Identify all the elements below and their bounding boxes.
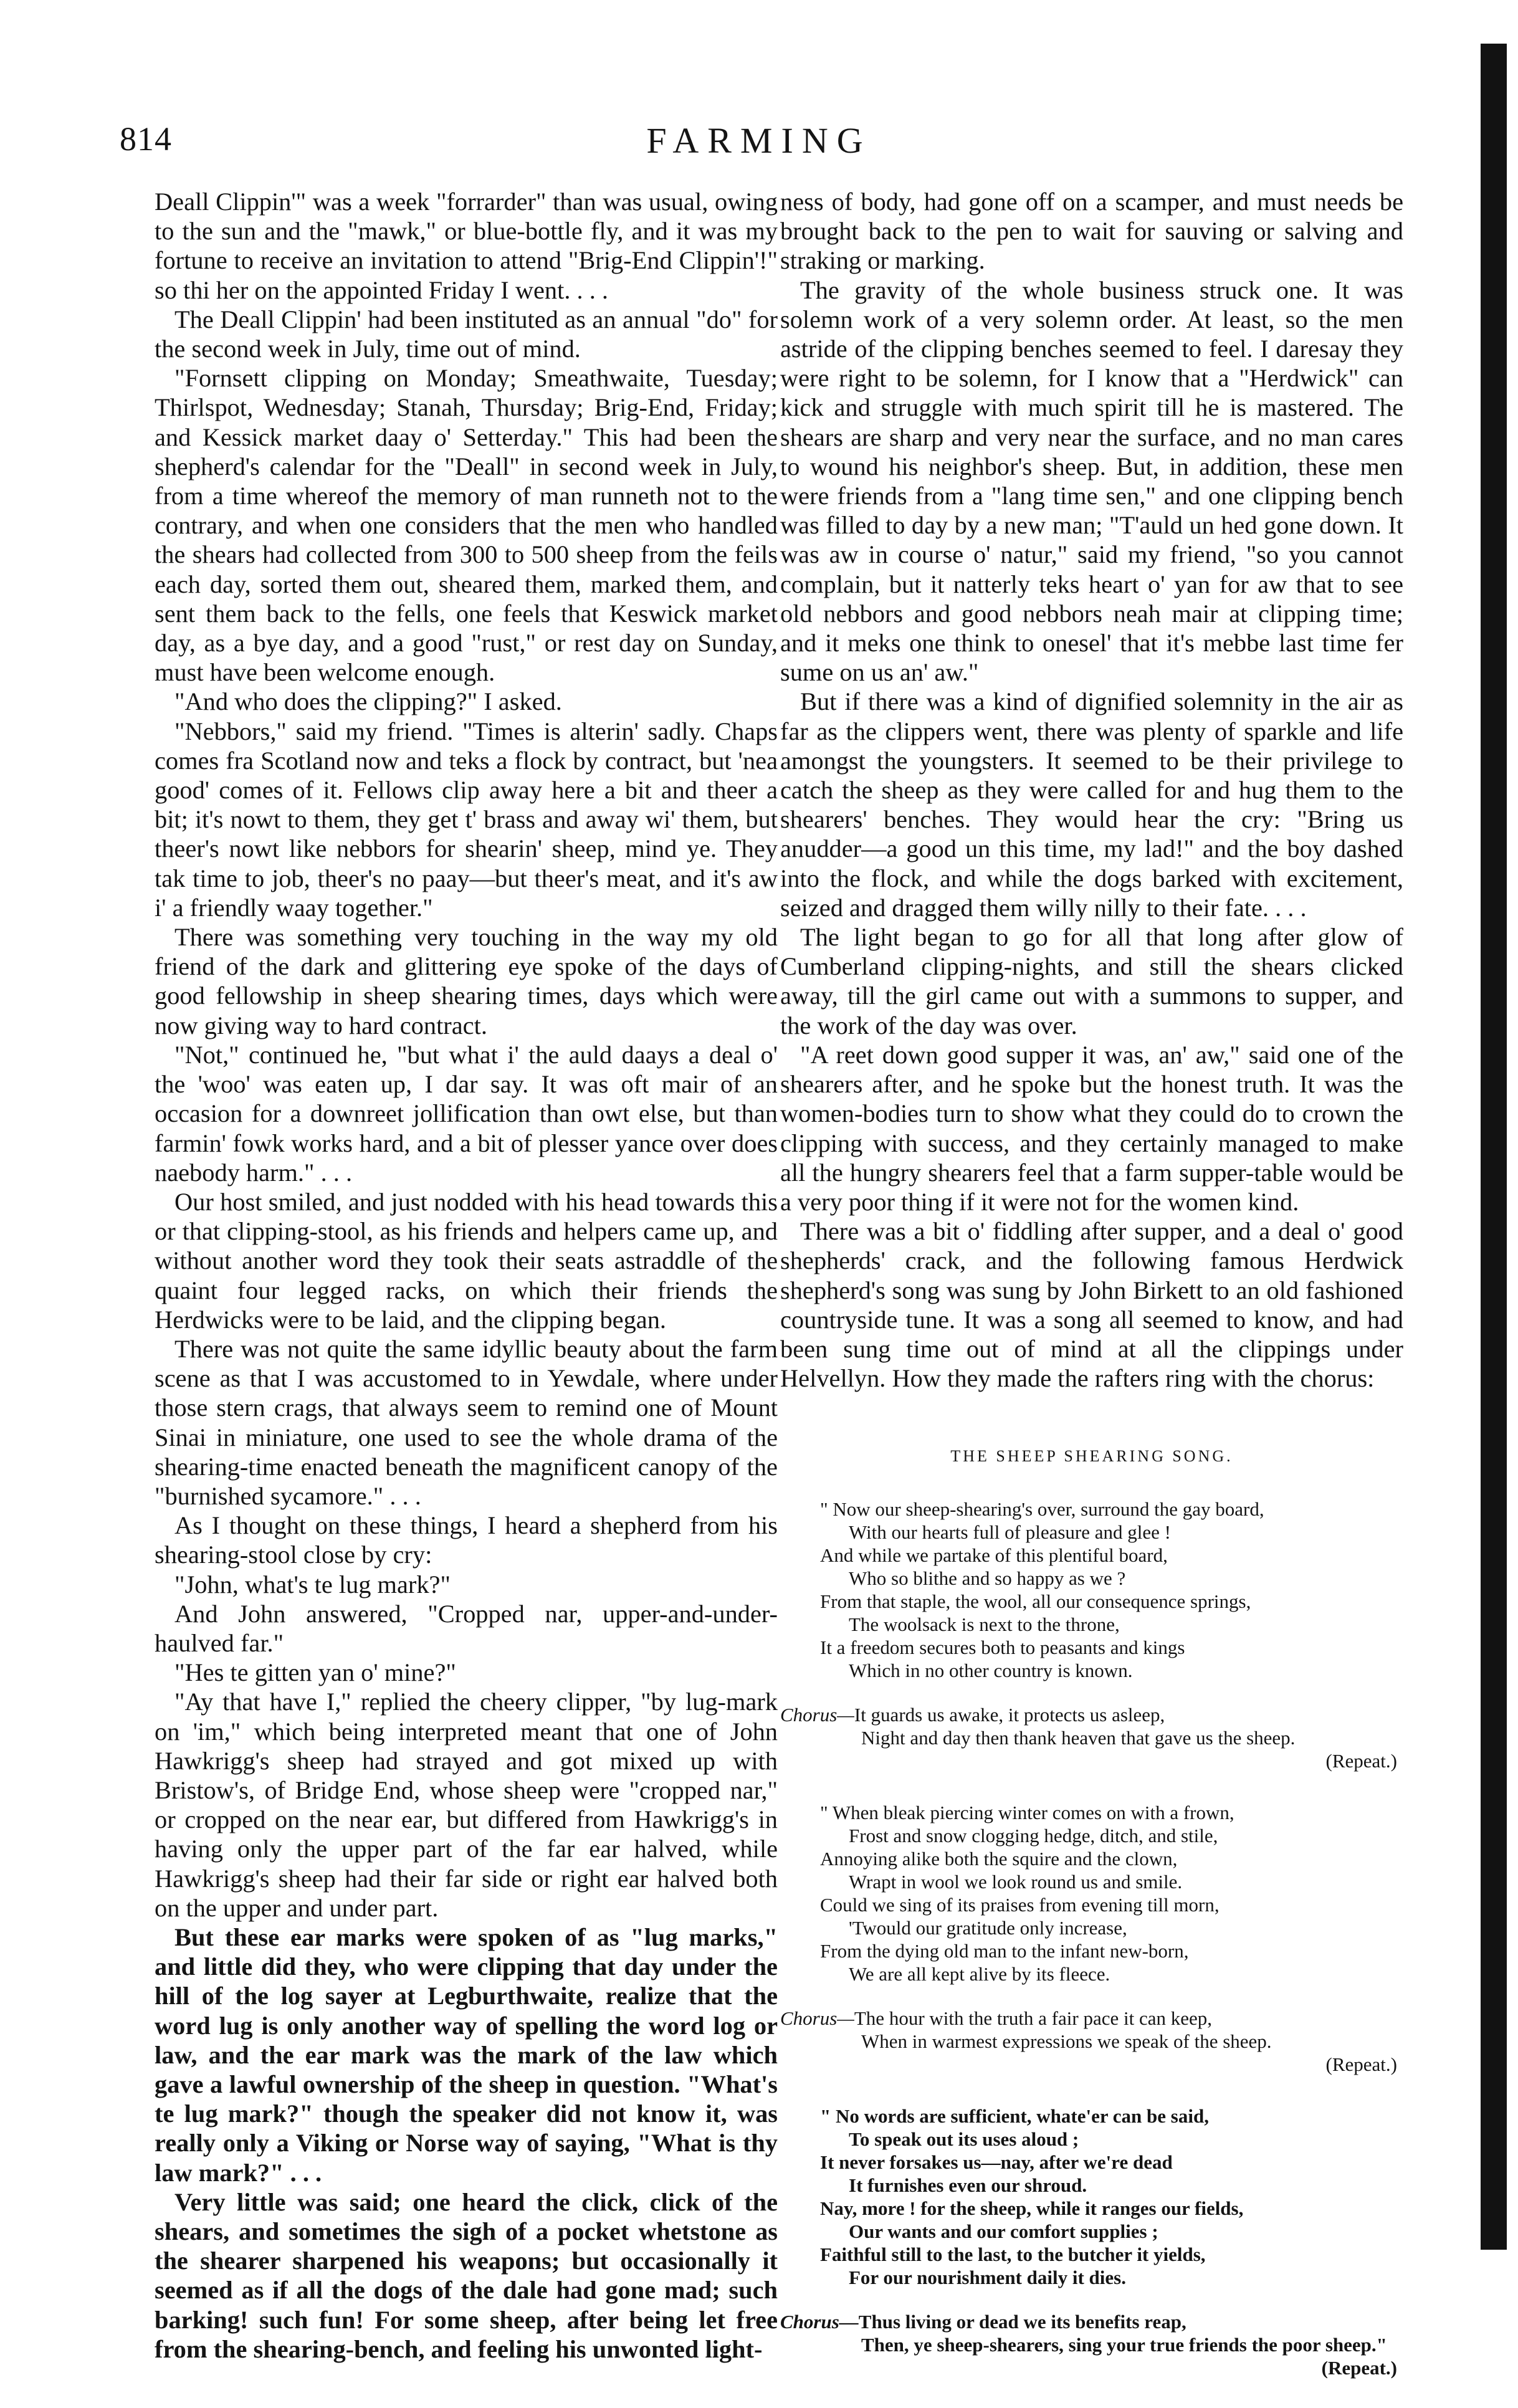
repeat-note: (Repeat.) [1321, 2356, 1397, 2379]
song-title: THE SHEEP SHEARING SONG. [950, 1447, 1233, 1466]
verse-line: From that staple, the wool, all our consequence springs, [820, 1590, 1251, 1612]
paragraph: The gravity of the whole business struck one. It was solemn work of a very solemn order. At least, so the men astride of the clipping benches seemed to feel. I daresay they were right to be solemn, for I know that a "Herdwick" can kick and struggle with much spirit till he is mastered. The shears are sharp and very near the surface, and no man cares to wound his neighbor's sheep. But, in addition, these men were friends from a "lang time sen," and one clipping bench was filled to day by a new man; "T'auld un hed gone down. It was aw in course o' natur," said my friend, "so you cannot complain, but it natterly teks heart o' yan for aw that to see old nebbors and good nebbors neah mair at clipping time; and it meks one think to onesel' that it's mebbe last time fer sume on us an' aw." [780, 275, 1403, 687]
paragraph: "Nebbors," said my friend. "Times is alterin' sadly. Chaps comes fra Scotland now and teks a flock by contract, but 'nea good' comes of it. Fellows clip away here a bit and theer a bit; it's nowt to them, they get t' brass and away wi' them, but theer's nowt like nebbors for shearin' sheep, mind ye. They tak time to job, theer's no paay—but theer's meat, and it's aw i' a friendly waay together." [155, 717, 778, 922]
song-stanza [780, 1801, 1403, 2076]
paragraph: But these ear marks were spoken of as "lug marks," and little did they, who were clipping that day under the hill of the log sayer at Legburthwaite, realize that the word lug is only another way of spelling the word log or law, and the ear mark was the mark of the law which gave a lawful ownership of the sheep in question. "What's te lug mark?" though the speaker did not know it, was really only a Viking or Norse way of saying, "What is thy law mark?" . . . [155, 1923, 778, 2187]
verse-line: Annoying alike both the squire and the clown, [820, 1847, 1178, 1870]
verse-line: Nay, more ! for the sheep, while it ranges our fields, [820, 2197, 1244, 2219]
chorus-text: The hour with the truth a fair pace it can keep, [854, 2007, 1212, 2029]
paragraph: There was a bit o' fiddling after supper, and a deal o' good shepherds' crack, and the following famous Herdwick shepherd's song was sung by John Birkett to an old fashioned countryside tune. It was a song all seemed to know, and had been sung time out of mind at all the clippings under Helvellyn. How they made the rafters ring with the chorus: [780, 1217, 1403, 1393]
chorus-line [780, 1703, 1403, 1726]
verse-line: Our wants and our comfort supplies ; [849, 2220, 1158, 2242]
paragraph: ness of body, had gone off on a scamper, and must needs be brought back to the pen to wait for sauving or salving and straking or marking. [780, 188, 1403, 275]
paragraph: Very little was said; one heard the click, click of the shears, and sometimes the sigh of a pocket whetstone as the shearer sharpened his weapons; but occasionally it seemed as if all the dogs of the dale had gone mad; such barking! such fun! For some sheep, after being let free from the shearing-bench, and feeling his unwonted light- [155, 2187, 778, 2363]
paragraph: There was not quite the same idyllic beauty about the farm scene as that I was accustomed to in Yewdale, where under those stern crags, that always seem to remind one of Mount Sinai in miniature, one used to see the whole drama of the shearing-time enacted beneath the magnificent canopy of the "burnished sycamore." . . . [155, 1334, 778, 1510]
paragraph: "A reet down good supper it was, an' aw," said one of the shearers after, and he spoke but the honest truth. It was the women-bodies turn to show what they could do to crown the clipping with success, and they certainly managed to make all the hungry shearers feel that a farm supper-table would be a very poor thing if it were not for the women kind. [780, 1040, 1403, 1216]
verse-line: To speak out its uses aloud ; [849, 2128, 1079, 2150]
song-body [780, 1498, 1403, 2379]
paragraph: "Hes te gitten yan o' mine?" [174, 1658, 456, 1687]
stanza-chorus [780, 1703, 1403, 1772]
right-column [780, 187, 1403, 2408]
verse-line: Faithful still to the last, to the butcher it yields, [820, 2243, 1206, 2265]
verse-line: It never forsakes us—nay, after we're dead [820, 2151, 1173, 2173]
song-stanza [780, 2105, 1403, 2379]
stanza-chorus [780, 2007, 1403, 2076]
verse-line: 'Twould our gratitude only increase, [849, 1916, 1127, 1939]
verse-line: Who so blithe and so happy as we ? [849, 1567, 1126, 1589]
stanza-verse [780, 1801, 1403, 1985]
stanza-verse [780, 2105, 1403, 2289]
song-stanza [780, 1498, 1403, 1772]
repeat-note: (Repeat.) [1325, 2053, 1397, 2075]
paragraph: "Not," continued he, "but what i' the auld daays a deal o' the 'woo' was eaten up, I dar say. It was oft mair of an occasion for a downreet jollification than owt else, but than farmin' fowk works hard, and a bit of plesser yance over does naebody harm." . . . [155, 1040, 778, 1187]
stanza-verse [780, 1498, 1403, 1682]
paragraph: Deall Clippin'" was a week "forrarder" than was usual, owing to the sun and the "mawk," or blue-bottle fly, and it was my fortune to receive an invitation to attend "Brig-End Clippin'!" so thi her on the appointed Friday I went. . . . [155, 188, 778, 304]
chorus-line: Night and day then thank heaven that gave us the sheep. [861, 1726, 1296, 1749]
verse-line: The woolsack is next to the throne, [849, 1613, 1120, 1635]
paragraph: And John answered, "Cropped nar, upper-and-under-haulved far." [155, 1599, 778, 1657]
running-head: FARMING [646, 120, 872, 161]
verse-line: We are all kept alive by its fleece. [849, 1962, 1110, 1985]
right-column-body [780, 187, 1403, 1393]
repeat-note: (Repeat.) [1325, 1749, 1397, 1772]
stanza-chorus [780, 2310, 1403, 2379]
chorus-label: Chorus— [780, 2007, 854, 2029]
verse-line: For our nourishment daily it dies. [849, 2266, 1126, 2288]
verse-line: " When bleak piercing winter comes on with a frown, [820, 1801, 1234, 1823]
paragraph: There was something very touching in the way my old friend of the dark and glittering eye spoke of the days of good fellowship in sheep shearing times, days which were now giving way to hard contract. [155, 923, 778, 1039]
verse-line: And while we partake of this plentiful board, [820, 1544, 1168, 1566]
chorus-line: Then, ye sheep-shearers, sing your true friends the poor sheep." [861, 2333, 1387, 2356]
paragraph: "And who does the clipping?" I asked. [174, 687, 562, 716]
verse-line: Frost and snow clogging hedge, ditch, and stile, [849, 1824, 1218, 1847]
verse-line: It a freedom secures both to peasants and kings [820, 1636, 1185, 1658]
paragraph: As I thought on these things, I heard a shepherd from his shearing-stool close by cry: [155, 1511, 778, 1569]
chorus-label: Chorus— [780, 1703, 854, 1726]
paragraph: "Ay that have I," replied the cheery clipper, "by lug-mark on 'im," which being interpreted meant that one of John Hawkrigg's sheep had strayed and got mixed up with Bristow's, of Bridge End, whose sheep were "cropped nar," or cropped on the near ear, but differed from Hawkrigg's in having only the upper part of the far ear halved, while Hawkrigg's sheep had their far side or right ear halved both on the upper and under part. [155, 1688, 778, 1922]
left-column [155, 187, 778, 2364]
chorus-text: It guards us awake, it protects us asleep, [854, 1703, 1165, 1726]
page-number: 814 [120, 120, 172, 158]
verse-line: " No words are sufficient, whate'er can be said, [820, 2105, 1209, 2127]
paragraph: But if there was a kind of dignified solemnity in the air as far as the clippers went, there was plenty of sparkle and life amongst the youngsters. It seemed to be their privilege to catch the sheep as they were called for and hug them to the shearers' benches. They would hear the cry: "Bring us anudder—a good un this time, my lad!" and the boy dashed into the flock, and while the dogs barked with excitement, seized and dragged them willy nilly to their fate. . . . [780, 687, 1403, 922]
verse-line: With our hearts full of pleasure and glee ! [849, 1521, 1171, 1543]
verse-line: Could we sing of its praises from evening till morn, [820, 1893, 1220, 1916]
verse-line: Which in no other country is known. [849, 1659, 1133, 1681]
verse-line: It furnishes even our shroud. [849, 2174, 1087, 2196]
chorus-line [780, 2007, 1403, 2030]
paragraph: The Deall Clippin' had been instituted as an annual "do" for the second week in July, time out of mind. [155, 305, 778, 363]
chorus-label: Chorus— [780, 2310, 859, 2333]
scan-edge-bar [1481, 44, 1507, 2250]
verse-line: Wrapt in wool we look round us and smile. [849, 1870, 1183, 1893]
paragraph: The light began to go for all that long after glow of Cumberland clipping-nights, and still the shears clicked away, till the girl came out with a summons to supper, and the work of the day was over. [780, 923, 1403, 1039]
paragraph: "Fornsett clipping on Monday; Smeathwaite, Tuesday; Thirlspot, Wednesday; Stanah, Thursday; Brig-End, Friday; and Kessick market daay o' Setterday." This had been the shepherd's calendar for the "Deall" in second week in July, from a time whereof the memory of man runneth not to the contrary, and when one considers that the men who handled the shears had collected from 300 to 500 sheep from the feils each day, sorted them out, sheared them, marked them, and sent them back to the fells, one feels that Keswick market day, as a bye day, and a good "rust," or rest day on Sunday, must have been welcome enough. [155, 364, 778, 687]
chorus-line [780, 2310, 1403, 2333]
verse-line: " Now our sheep-shearing's over, surround the gay board, [820, 1498, 1264, 1520]
chorus-line: When in warmest expressions we speak of the sheep. [861, 2030, 1272, 2052]
paragraph: "John, what's te lug mark?" [174, 1570, 451, 1598]
paragraph: Our host smiled, and just nodded with his head towards this or that clipping-stool, as his friends and helpers came up, and without another word they took their seats astraddle of the quaint four legged racks, on which their friends the Herdwicks were to be laid, and the clipping began. [155, 1187, 778, 1334]
verse-line: From the dying old man to the infant new-born, [820, 1939, 1189, 1962]
chorus-text: Thus living or dead we its benefits reap, [858, 2310, 1186, 2333]
